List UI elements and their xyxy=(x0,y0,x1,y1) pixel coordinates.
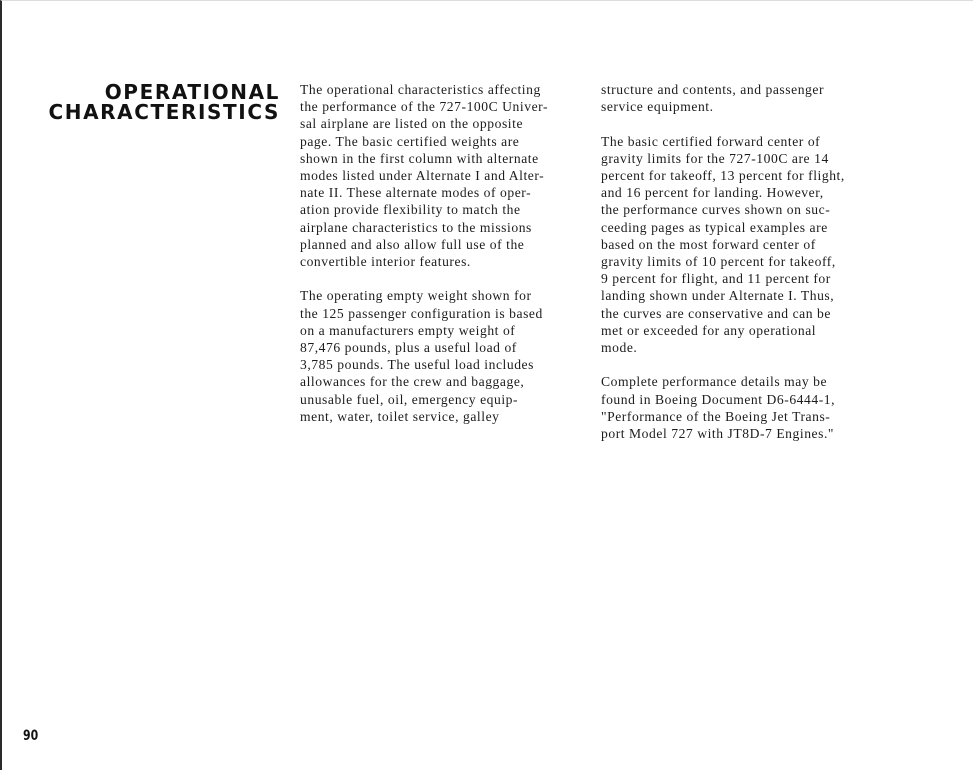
text-line: ation provide flexibility to match the xyxy=(300,202,521,218)
text-line: met or exceeded for any operational xyxy=(601,322,817,338)
text-line: service equipment. xyxy=(601,99,714,115)
paragraph-center-of-gravity xyxy=(601,133,886,357)
text-line: port Model 727 with JT8D-7 Engines." xyxy=(601,426,835,442)
text-line: allowances for the crew and baggage, xyxy=(300,374,525,390)
text-line: 3,785 pounds. The useful load includes xyxy=(300,357,534,373)
text-line: planned and also allow full use of the xyxy=(300,236,525,252)
text-line: modes listed under Alternate I and Alter- xyxy=(300,168,545,184)
text-line: "Performance of the Boeing Jet Trans- xyxy=(601,408,831,424)
text-line: The basic certified forward center of xyxy=(601,133,821,149)
text-line: nate II. These alternate modes of oper- xyxy=(300,185,532,201)
text-line: The operating empty weight shown for xyxy=(300,288,532,304)
heading-line-1: OPERATIONAL xyxy=(104,80,280,104)
text-line: on a manufacturers empty weight of xyxy=(300,322,516,338)
text-line: page. The basic certified weights are xyxy=(300,133,520,149)
text-line: convertible interior features. xyxy=(300,254,471,270)
text-line: 87,476 pounds, plus a useful load of xyxy=(300,340,517,356)
paragraph-operating-empty-weight xyxy=(300,287,585,425)
section-heading xyxy=(48,82,280,122)
text-line: ceeding pages as typical examples are xyxy=(601,219,828,235)
text-line: unusable fuel, oil, emergency equip- xyxy=(300,391,519,407)
page-number: 90 xyxy=(23,728,39,744)
text-line: the performance curves shown on suc- xyxy=(601,202,831,218)
text-line: structure and contents, and passenger xyxy=(601,82,825,97)
paragraph-performance-details xyxy=(601,373,886,442)
text-line: gravity limits of 10 percent for takeoff, xyxy=(601,254,836,270)
text-line: and 16 percent for landing. However, xyxy=(601,185,824,201)
text-line: mode. xyxy=(601,340,638,356)
text-line: based on the most forward center of xyxy=(601,236,816,252)
heading-line-2: CHARACTERISTICS xyxy=(48,100,280,124)
text-column-left xyxy=(300,81,585,442)
text-line: ment, water, toilet service, galley xyxy=(300,408,500,424)
text-line: the performance of the 727-100C Univer- xyxy=(300,99,549,115)
text-line: The operational characteristics affecting xyxy=(300,82,541,97)
paragraph-operational-intro xyxy=(300,81,585,270)
text-line: shown in the first column with alternate xyxy=(300,150,539,166)
paragraph-useful-load-continued xyxy=(601,81,886,115)
text-line: percent for takeoff, 13 percent for flight, xyxy=(601,168,845,183)
text-line: airplane characteristics to the missions xyxy=(300,219,532,235)
text-column-right xyxy=(601,81,886,459)
text-line: gravity limits for the 727-100C are 14 xyxy=(601,150,829,166)
text-line: the 125 passenger configuration is based xyxy=(300,305,543,321)
text-line: Complete performance details may be xyxy=(601,374,828,390)
text-line: 9 percent for flight, and 11 percent for xyxy=(601,271,831,287)
text-line: found in Boeing Document D6-6444-1, xyxy=(601,391,836,407)
text-line: sal airplane are listed on the opposite xyxy=(300,116,524,132)
text-line: the curves are conservative and can be xyxy=(601,305,831,321)
text-line: landing shown under Alternate I. Thus, xyxy=(601,288,835,304)
